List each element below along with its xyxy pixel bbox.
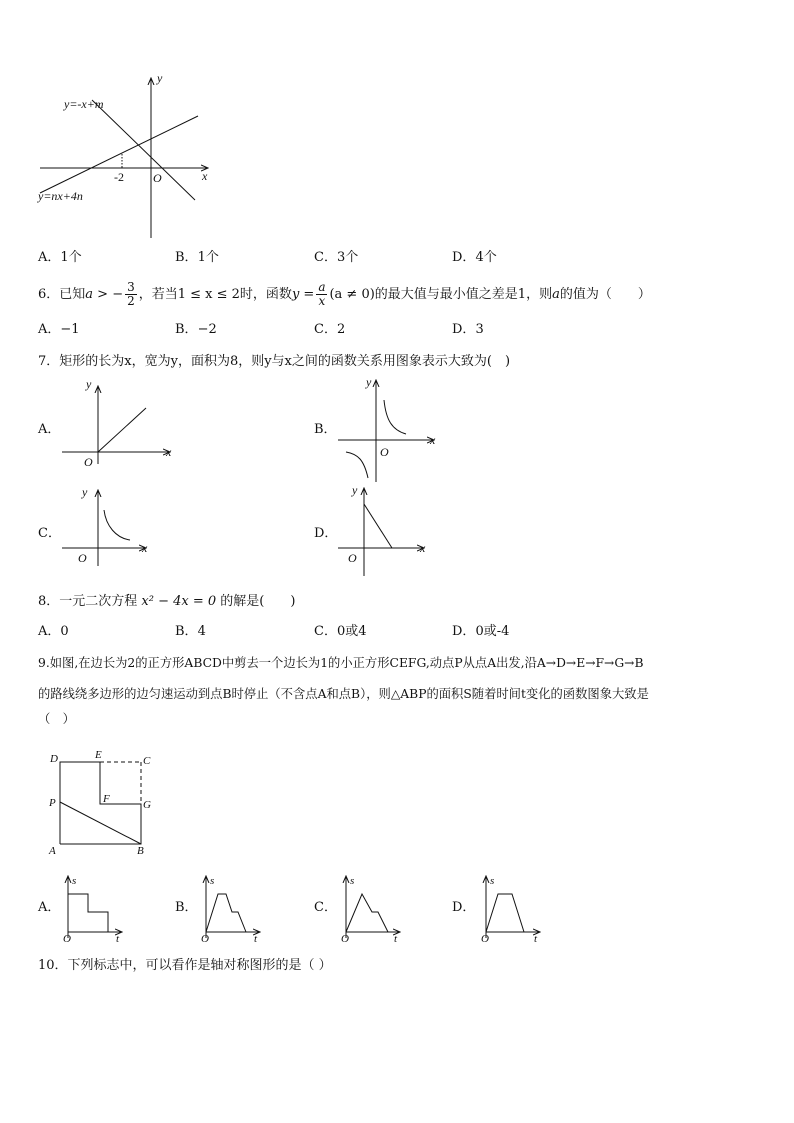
svg-text:P: P [49, 797, 56, 809]
svg-text:O: O [78, 551, 87, 565]
q8-stem: 8．一元二次方程 x² − 4x = 0 的解是( ) [38, 594, 296, 609]
svg-text:s: s [72, 875, 77, 887]
q7-stem: 7．矩形的长为x，宽为y，面积为8，则y与x之间的函数关系用图象表示大致为( ) [38, 354, 511, 369]
q9-graph-a[interactable] [60, 872, 130, 944]
label-line1: y=-x+m [64, 97, 104, 111]
svg-text:E: E [95, 749, 102, 761]
q6-frac-3-2: $\frac{3}{2}$ [127, 280, 135, 308]
svg-text:O: O [341, 933, 349, 945]
q10-stem: 10．下列标志中，可以看作是轴对称图形的是（ ） [38, 958, 332, 973]
q9-stem: 9.如图,在边长为2的正方形ABCD中剪去一个边长为1的小正方形CEFG,动点P从点A出发,沿A→D→E→F→G→B 的路线绕多边形的边匀速运动到点B时停止（不含点A和点B），则△ABP的面积S随着时间t变化的函数图象大致是 （ ） [38, 656, 649, 726]
svg-text:O: O [201, 933, 209, 945]
q7-option-c[interactable]: C． [38, 526, 61, 541]
q5-figure [30, 70, 220, 245]
line-neg-x-plus-m [92, 100, 195, 200]
q5-option-a[interactable]: A．1个 [38, 250, 82, 265]
svg-text:y: y [86, 377, 92, 391]
area-graph [206, 894, 246, 932]
q9-square-figure [45, 750, 165, 860]
q5-option-d[interactable]: D．4个 [452, 250, 497, 265]
svg-text:F: F [103, 793, 110, 805]
svg-text:s: s [490, 875, 495, 887]
svg-text:s: s [210, 875, 215, 887]
q9-option-c[interactable]: C． [314, 900, 337, 915]
svg-text:O: O [84, 455, 93, 469]
svg-text:C: C [143, 755, 151, 767]
q7-graph-a[interactable] [60, 378, 180, 468]
q7-option-b[interactable]: B． [314, 422, 337, 437]
q9-graph-b[interactable] [198, 872, 268, 944]
q8-option-b[interactable]: B．4 [175, 624, 206, 639]
q8-option-d[interactable]: D．0或-4 [452, 624, 510, 639]
q7-graph-d[interactable] [336, 482, 436, 578]
svg-text:t: t [116, 933, 120, 945]
q7-graph-b[interactable] [336, 374, 446, 484]
svg-text:y: y [82, 485, 88, 499]
hyperbola-branch-q3 [346, 452, 368, 478]
q6-frac-a-x: $\frac{a}{x}$ [318, 280, 326, 308]
svg-text:O: O [481, 933, 489, 945]
svg-text:O: O [348, 551, 357, 565]
svg-text:t: t [534, 933, 538, 945]
origin-label: O [153, 171, 162, 185]
svg-text:t: t [394, 933, 398, 945]
x-label: x [202, 169, 208, 183]
decreasing-line [364, 504, 392, 548]
linear-line [98, 408, 146, 452]
y-label: y [157, 71, 163, 85]
q5-option-b[interactable]: B．1个 [175, 250, 219, 265]
hyperbola-branch [104, 510, 130, 540]
q6-option-a[interactable]: A．−1 [38, 322, 80, 337]
svg-text:A: A [49, 845, 56, 857]
area-graph [346, 894, 388, 932]
step-graph [68, 894, 108, 932]
svg-text:t: t [254, 933, 258, 945]
q9-option-a[interactable]: A． [38, 900, 61, 915]
q8-option-c[interactable]: C．0或4 [314, 624, 367, 639]
q9-graph-d[interactable] [478, 872, 548, 944]
svg-text:y: y [366, 375, 372, 389]
svg-text:x: x [142, 541, 148, 555]
q6-option-b[interactable]: B．−2 [175, 322, 217, 337]
q7-option-a[interactable]: A． [38, 422, 61, 437]
q9-option-d[interactable]: D． [452, 900, 476, 915]
q6-option-c[interactable]: C．2 [314, 322, 346, 337]
svg-text:O: O [63, 933, 71, 945]
svg-text:s: s [350, 875, 355, 887]
q9-option-b[interactable]: B． [175, 900, 198, 915]
q8-option-a[interactable]: A．0 [38, 624, 69, 639]
segment-PB [60, 802, 141, 844]
q7-option-d[interactable]: D． [314, 526, 338, 541]
q5-option-c[interactable]: C．3个 [314, 250, 359, 265]
svg-text:B: B [137, 845, 144, 857]
svg-text:O: O [380, 445, 389, 459]
label-line2: y=nx+4n [38, 189, 83, 203]
svg-text:D: D [50, 753, 58, 765]
q6-stem: 6．已知a > − $\frac{3}{2}$ ，若当1 ≤ x ≤ 2时，函数y = $\frac{a}{x}$ (a ≠ 0)的最大值与最小值之差是1，则a的值为（ ） [38, 280, 651, 308]
svg-text:x: x [420, 541, 426, 555]
polygon-ADEFGB [60, 762, 141, 844]
svg-text:G: G [143, 799, 151, 811]
svg-text:y: y [352, 483, 358, 497]
svg-text:x: x [430, 433, 436, 447]
svg-text:x: x [166, 445, 172, 459]
q7-graph-c[interactable] [60, 484, 160, 568]
trapezoid-graph [486, 894, 524, 932]
q6-option-d[interactable]: D．3 [452, 322, 484, 337]
hyperbola-branch-q1 [384, 400, 406, 434]
tick-neg2: -2 [114, 170, 124, 184]
q9-graph-c[interactable] [338, 872, 408, 944]
